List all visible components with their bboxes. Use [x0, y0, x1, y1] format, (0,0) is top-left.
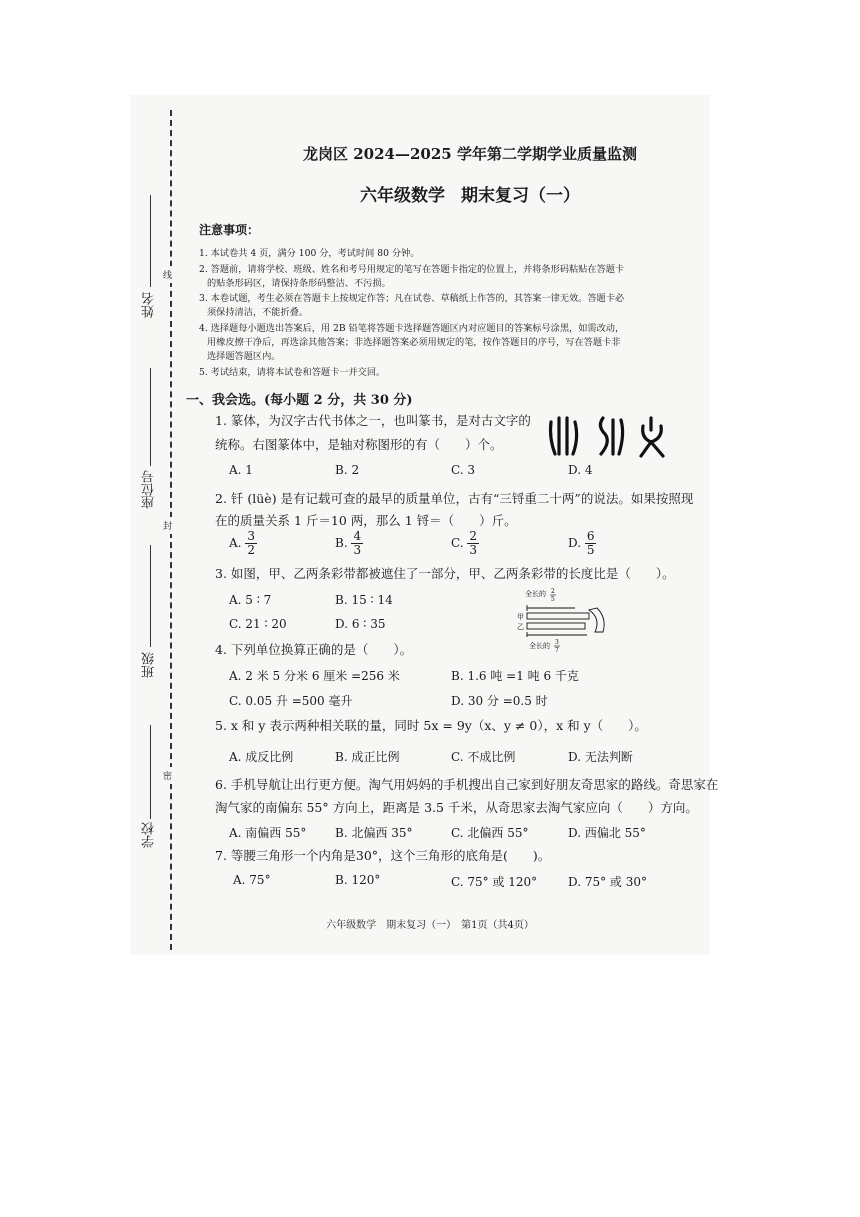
q5-option-c: C. 不成比例: [451, 750, 516, 764]
question-6-line2: 淘气家的南偏东 55° 方向上，距离是 3.5 千米，从奇思家去淘气家应向（ ）方向。: [215, 800, 698, 815]
q3-option-d: D. 6 ∶ 35: [335, 617, 386, 631]
exam-subtitle: [40, 181, 860, 206]
q1-option-a: A. 1: [229, 463, 253, 477]
class-write-line: [150, 545, 151, 647]
exam-title: 龙岗区 2024—2025 学年第二学期学业质量监测: [303, 145, 637, 163]
question-5-line1: 5. x 和 y 表示两种相关联的量，同时 5x = 9y（x、y ≠ 0），x 和 y（ ）。: [215, 718, 647, 733]
subject-label: 六年级数学: [360, 186, 445, 206]
note-line: 须保持清洁，不能折叠。: [207, 307, 309, 318]
q4-option-b: B. 1.6 吨 =1 吨 6 千克: [451, 669, 579, 683]
name-write-line: [150, 195, 151, 287]
q1-option-b: B. 2: [335, 463, 360, 477]
cut-mark-secret: 密: [163, 767, 172, 784]
q2-option-b: B. $\frac{4}{3}$: [335, 529, 362, 557]
q2-option-d: D. $\frac{6}{5}$: [568, 529, 595, 557]
q5-option-b: B. 成正比例: [335, 750, 400, 764]
note-line: 4. 选择题每小题选出答案后，用 2B 铅笔将答题卡选择题答题区内对应题目的答案标号涂黑，如需改动，: [199, 323, 625, 334]
svg-text:全长的: 全长的: [525, 590, 546, 598]
q6-option-c: C. 北偏西 55°: [451, 826, 529, 840]
side-label-class: 班级: [142, 652, 157, 678]
q6-option-a: A. 南偏西 55°: [229, 826, 307, 840]
svg-text:甲: 甲: [517, 613, 524, 621]
exam-name: 期末复习（一）: [461, 186, 580, 206]
note-line: 选择题答题区内。: [207, 351, 281, 362]
svg-text:3: 3: [555, 639, 559, 646]
school-write-line: [150, 725, 151, 819]
q1-option-c: C. 3: [451, 463, 476, 477]
page-footer: 六年级数学 期末复习（一） 第1页（共4页）: [326, 920, 534, 931]
note-line: 2. 答题前，请将学校、班级、姓名和考号用规定的笔写在答题卡指定的位置上，并将条形码粘贴在答题卡: [199, 264, 625, 275]
cut-mark-seal: 封: [163, 517, 172, 534]
side-label-school: 学校: [142, 822, 157, 848]
q1-option-d: D. 4: [568, 463, 593, 477]
q2-option-a: A. $\frac{3}{2}$: [229, 529, 255, 557]
note-line: 3. 本卷试题，考生必须在答题卡上按规定作答；凡在试卷、草稿纸上作答的，其答案一律无效。答题卡必: [199, 293, 625, 304]
q6-option-b: B. 北偏西 35°: [335, 826, 413, 840]
svg-text:全长的: 全长的: [529, 642, 550, 650]
svg-text:5: 5: [551, 596, 555, 603]
question-3-line1: 3. 如图，甲、乙两条彩带都被遮住了一部分，甲、乙两条彩带的长度比是（ ）。: [215, 566, 675, 581]
side-label-seat: 座位号: [142, 470, 157, 509]
section-heading: 一、我会选。(每小题 2 分，共 30 分): [186, 393, 413, 408]
question-1-line1: 1. 篆体，为汉字古代书体之一，也叫篆书，是对古文字的: [215, 413, 531, 428]
q3-option-a: A. 5 ∶ 7: [229, 593, 272, 607]
question-6-line1: 6. 手机导航让出行更方便。淘气用妈妈的手机搜出自己家到好朋友奇思家的路线。奇思家在: [215, 777, 719, 792]
q4-option-a: A. 2 米 5 分米 6 厘米 =256 米: [229, 669, 400, 683]
question-2-line2: 在的质量关系 1 斤＝10 两，那么 1 锊＝（ ）斤。: [215, 513, 517, 528]
notes-heading: 注意事项：: [199, 223, 260, 237]
svg-text:2: 2: [551, 588, 555, 595]
q3-option-b: B. 15 ∶ 14: [335, 593, 393, 607]
q7-option-a: A. 75°: [233, 873, 271, 887]
question-7-line1: 7. 等腰三角形一个内角是30°，这个三角形的底角是( )。: [215, 848, 551, 863]
svg-text:7: 7: [555, 647, 559, 654]
cut-mark-line: 线: [163, 266, 172, 283]
question-2-line1: 2. 钎 (lüè) 是有记载可查的最早的质量单位，古有“三锊重二十两”的说法。如果按照现: [215, 491, 694, 506]
note-line: 5. 考试结束，请将本试卷和答题卡一并交回。: [199, 367, 386, 378]
question-4-line1: 4. 下列单位换算正确的是（ ）。: [215, 642, 413, 657]
q5-option-a: A. 成反比例: [229, 750, 294, 764]
q7-option-c: C. 75° 或 120°: [451, 875, 538, 889]
ribbon-figure: [515, 588, 610, 654]
side-label-name: 姓名: [142, 292, 157, 318]
svg-text:乙: 乙: [517, 623, 524, 631]
q7-option-d: D. 75° 或 30°: [568, 875, 647, 889]
q7-option-b: B. 120°: [335, 873, 381, 887]
q6-option-d: D. 西偏北 55°: [568, 826, 646, 840]
q4-option-d: D. 30 分 =0.5 时: [451, 694, 548, 708]
q2-option-c: C. $\frac{2}{3}$: [451, 529, 478, 557]
question-1-line2: 统称。右图篆体中，是轴对称图形的有（ ）个。: [215, 437, 503, 452]
seal-script-glyphs: [545, 412, 675, 460]
q5-option-d: D. 无法判断: [568, 750, 633, 764]
note-line: 用橡皮擦干净后，再选涂其他答案；非选择题答案必须用规定的笔，按作答题目的序号，写在答题卡非: [207, 337, 621, 348]
q4-option-c: C. 0.05 升 =500 毫升: [229, 694, 353, 708]
seat-write-line: [150, 368, 151, 466]
note-line: 的贴条形码区，请保持条形码整洁、不污损。: [207, 278, 391, 289]
q3-option-c: C. 21 ∶ 20: [229, 617, 287, 631]
note-line: 1. 本试卷共 4 页，满分 100 分，考试时间 80 分钟。: [199, 248, 420, 259]
